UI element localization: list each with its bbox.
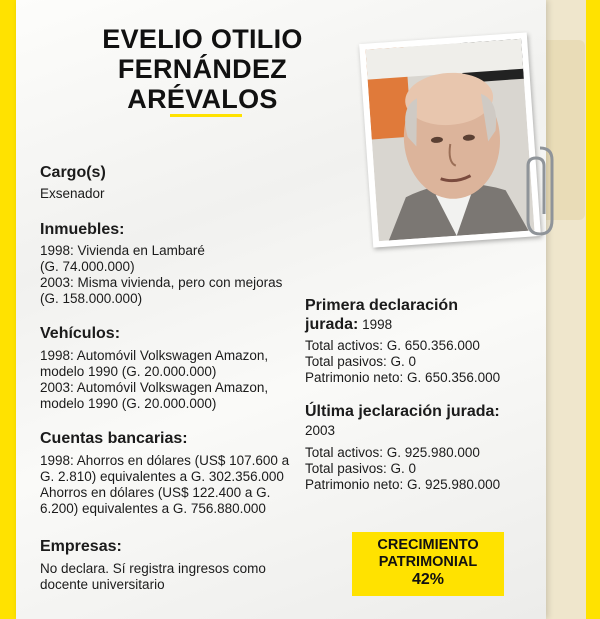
cuentas-heading: Cuentas bancarias:	[40, 430, 188, 447]
title-line-1: EVELIO OTILIO	[102, 24, 303, 54]
cuentas-line: Ahorros en dólares (US$ 122.400 a G.	[40, 485, 271, 500]
inmuebles-heading: Inmuebles:	[40, 221, 125, 238]
cargo-value: Exsenador	[40, 186, 105, 201]
primera-year: 1998	[358, 317, 393, 332]
vehiculos-line: 1998: Automóvil Volkswagen Amazon,	[40, 348, 269, 363]
crecimiento-badge	[352, 532, 504, 596]
primera-declaracion-section	[305, 296, 500, 386]
ultima-line: Patrimonio neto: G. 925.980.000	[305, 477, 501, 492]
empresas-line: docente universitario	[40, 577, 165, 592]
paperclip-icon	[520, 140, 560, 240]
title-underline	[170, 114, 242, 117]
ultima-declaracion-section	[305, 402, 500, 493]
vehiculos-section	[40, 324, 268, 412]
inmuebles-line: (G. 158.000.000)	[40, 291, 143, 306]
empresas-heading: Empresas:	[40, 538, 122, 555]
cuentas-line: 1998: Ahorros en dólares (US$ 107.600 a	[40, 453, 290, 468]
inmuebles-line: 1998: Vivienda en Lambaré	[40, 243, 205, 258]
cuentas-section	[40, 429, 289, 517]
vehiculos-heading: Vehículos:	[40, 325, 121, 342]
ultima-line: Total pasivos: G. 0	[305, 461, 417, 476]
cuentas-line: G. 2.810) equivalentes a G. 302.356.000	[40, 469, 284, 484]
portrait-photo	[359, 32, 541, 247]
title-line-3: ARÉVALOS	[127, 84, 278, 114]
page-title	[70, 24, 335, 114]
cargo-section	[40, 163, 106, 202]
badge-line-2: PATRIMONIAL	[378, 554, 478, 570]
primera-line: Total pasivos: G. 0	[305, 354, 417, 369]
portrait-illustration	[365, 39, 534, 241]
ultima-heading: Última jeclaración jurada:	[305, 403, 500, 420]
primera-heading: Primera declaración	[305, 297, 458, 314]
empresas-section	[40, 537, 266, 593]
vehiculos-line: modelo 1990 (G. 20.000.000)	[40, 364, 217, 379]
inmuebles-line: (G. 74.000.000)	[40, 259, 135, 274]
inmuebles-line: 2003: Misma vivienda, pero con mejoras	[40, 275, 283, 290]
vehiculos-line: modelo 1990 (G. 20.000.000)	[40, 396, 217, 411]
primera-line: Total activos: G. 650.356.000	[305, 338, 480, 353]
badge-value: 42%	[411, 571, 445, 588]
badge-line-1: CRECIMIENTO	[377, 537, 479, 553]
vehiculos-line: 2003: Automóvil Volkswagen Amazon,	[40, 380, 269, 395]
ultima-line: Total activos: G. 925.980.000	[305, 445, 480, 460]
primera-line: Patrimonio neto: G. 650.356.000	[305, 370, 501, 385]
cuentas-line: 6.200) equivalentes a G. 756.880.000	[40, 501, 266, 516]
primera-heading-jurada: jurada:	[305, 316, 359, 333]
title-line-2: FERNÁNDEZ	[117, 54, 288, 84]
empresas-line: No declara. Sí registra ingresos como	[40, 561, 266, 576]
cargo-heading: Cargo(s)	[40, 164, 106, 181]
inmuebles-section	[40, 220, 282, 307]
ultima-year: 2003	[305, 423, 336, 438]
